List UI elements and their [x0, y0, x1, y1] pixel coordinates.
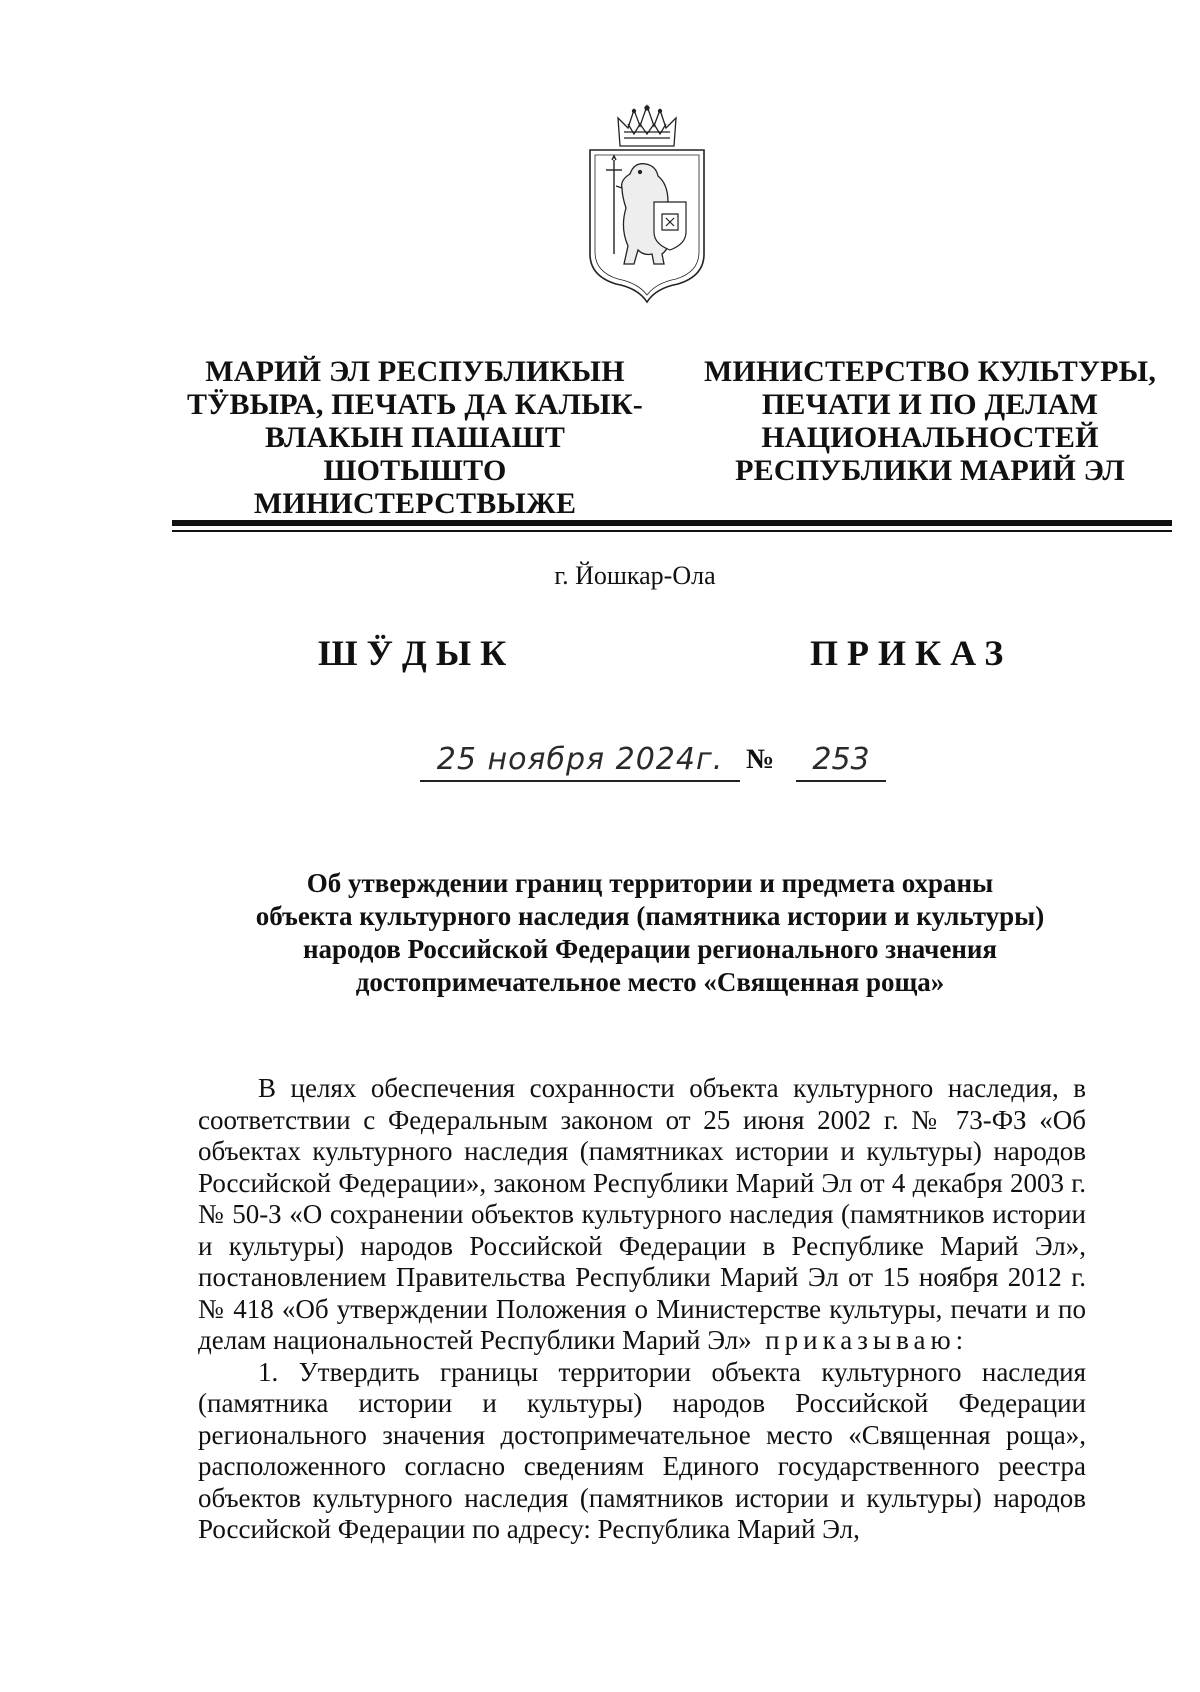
preamble-paragraph [198, 1073, 1086, 1357]
document-body [198, 1073, 1086, 1546]
order-date-handwritten: 25 ноября 2024г. [420, 740, 740, 782]
coat-of-arms-emblem [582, 104, 712, 304]
preamble-text: В целях обеспечения сохранности объекта культурного наследия, в соответствии с Федеральным законом от 25 июня 2002 г. № 73-ФЗ «Об объектах культурного наследия (памятниках истории и культуры) народов Российской Федерации», законом Республики Марий Эл от 4 декабря 2003 г. № 50-З «О сохранении объектов культурного наследия (памятников истории и культуры) народов Российской Федерации в Республике Марий Эл», постановлением Правительства Республики Марий Эл от 15 ноября 2012 г. № 418 «Об утверждении Положения о Министерстве культуры, печати и по делам национальностей Республики Марий Эл» [198, 1073, 1086, 1355]
order-type-russian: ПРИКАЗ [810, 633, 1013, 673]
document-title-line: достопримечательное место «Священная роща» [355, 967, 945, 997]
document-title-line: объекта культурного наследия (памятника истории и культуры) [255, 901, 1045, 931]
small-shield-icon [654, 202, 686, 250]
ministry-name-mari: МАРИЙ ЭЛ РЕСПУБЛИКЫН ТӰВЫРА, ПЕЧАТЬ ДА КАЛЫК- ВЛАКЫН ПАШАШТ ШОТЫШТО МИНИСТЕРСТВЫЖЕ [187, 355, 643, 520]
crown-icon [618, 106, 676, 146]
document-title-line: народов Российской Федерации регионального значения [302, 934, 998, 964]
clause-1-paragraph: 1. Утвердить границы территории объекта культурного наследия (памятника истории и культуры) народов Российской Федерации регионального значения достопримечательное место «Священная роща», расположенного согласно сведениям Единого государственного реестра объектов культурного наследия (памятников истории и культуры) народов Российской Федерации по адресу: Республика Марий Эл, [198, 1356, 1086, 1544]
ministry-name-russian: МИНИСТЕРСТВО КУЛЬТУРЫ, ПЕЧАТИ И ПО ДЕЛАМ НАЦИОНАЛЬНОСТЕЙ РЕСПУБЛИКИ МАРИЙ ЭЛ [703, 355, 1157, 487]
city-name: г. Йошкар-Ола [554, 561, 716, 590]
order-verb: приказываю: [765, 1325, 969, 1355]
header-divider-thick [172, 520, 1172, 526]
header-divider-thin [172, 530, 1172, 532]
order-number-handwritten: 253 [796, 740, 886, 782]
order-date-number-line [420, 740, 890, 790]
order-type-mari: ШӰДЫК [318, 633, 516, 673]
number-sign: № [746, 744, 775, 775]
document-title-line: Об утверждении границ территории и предмета охраны [306, 868, 994, 898]
document-title [150, 867, 1150, 999]
